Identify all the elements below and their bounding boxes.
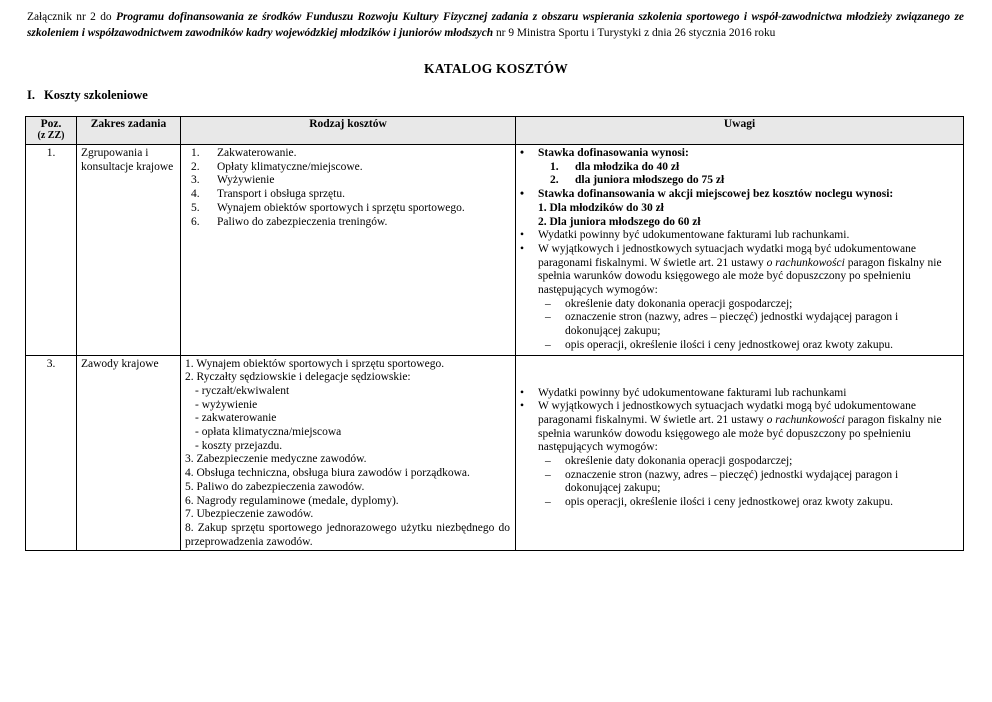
note-item <box>516 387 955 401</box>
attachment-note-suffix: nr 9 Ministra Sportu i Turystyki z dnia 26 stycznia 2016 roku <box>493 27 776 39</box>
bullet-marker: • <box>520 188 525 201</box>
note-text: Wydatki powinny być udokumentowane fakturami lub rachunkami <box>538 386 847 399</box>
cost-item: 8. Zakup sprzętu sportowego jednorazowego użytku niezbędnego do przeprowadzenia zawodów. <box>185 521 510 548</box>
note-text: opis operacji, określenie ilości i ceny jednostkowej oraz kwoty zakupu. <box>565 338 893 351</box>
section-title: Koszty szkoleniowe <box>44 88 148 102</box>
note-item <box>516 400 955 455</box>
note-item <box>516 229 955 243</box>
cell-rodzaj <box>181 145 516 356</box>
cell-zakres: Zawody krajowe <box>77 355 181 551</box>
section-heading <box>27 88 992 103</box>
cost-subitem: - wyżywienie <box>195 398 258 411</box>
note-text: dla juniora młodszego do 75 zł <box>575 174 725 187</box>
cost-item: 3. Zabezpieczenie medyczne zawodów. <box>185 453 367 466</box>
note-subitem-number: 2. <box>550 174 559 187</box>
cell-rodzaj <box>181 355 516 551</box>
cell-poz: 3. <box>26 355 77 551</box>
attachment-note-program-title: Programu dofinansowania ze środków Funduszu Rozwoju Kultury Fizycznej zadania z obszaru wspierania szkolenia sportowego i współ-zawodnictwa młodzieży związanego ze szkoleniem i współzawodnictwem zawodników kadry wojewódzkiej młodzików i juniorów młodszych <box>27 11 964 39</box>
cost-item: 7. Ubezpieczenie zawodów. <box>185 508 314 521</box>
note-text: Stawka dofinansowania w akcji miejscowej bez kosztów noclegu wynosi: <box>538 188 894 201</box>
note-text: oznaczenie stron (nazwy, adres – pieczęć) jednostki wydającej paragon i dokonującej zakupu; <box>565 311 899 338</box>
table-row-zawody <box>26 355 964 551</box>
cost-item: 5. Paliwo do zabezpieczenia zawodów. <box>185 480 365 493</box>
table-header-row <box>26 117 964 145</box>
cost-item-text: Wynajem obiektów sportowych i sprzętu sportowego. <box>217 201 465 214</box>
cell-zakres: Zgrupowania i konsultacje krajowe <box>77 145 181 356</box>
cost-item-number: 6. <box>191 215 200 228</box>
note-text: oznaczenie stron (nazwy, adres – pieczęć) jednostki wydającej paragon i dokonującej zakupu; <box>565 468 899 495</box>
note-text <box>538 400 942 453</box>
note-text-part: W wyjątkowych i jednostkowych sytuacjach wydatki mogą być udokumentowane paragonami fiskalnymi. W świetle art. 21 ustawy <box>538 242 916 269</box>
col-header-rodzaj: Rodzaj kosztów <box>181 117 516 145</box>
note-text-italic: o rachunkowości <box>766 413 845 426</box>
bullet-marker: • <box>520 229 525 242</box>
cost-item <box>181 174 512 188</box>
dash-marker: – <box>545 297 551 310</box>
note-item <box>516 188 955 202</box>
col-header-zakres: Zakres zadania <box>77 117 181 145</box>
bullet-marker: • <box>520 147 525 159</box>
cost-subitem: - zakwaterowanie <box>195 412 277 425</box>
cost-item-text: Opłaty klimatyczne/miejscowe. <box>217 160 363 173</box>
note-dash-item <box>516 298 955 312</box>
col-header-uwagi: Uwagi <box>516 117 964 145</box>
cost-item: 1. Wynajem obiektów sportowych i sprzętu sportowego. <box>185 357 445 370</box>
note-dash-item <box>516 339 955 353</box>
cost-item-number: 3. <box>191 174 200 187</box>
cost-item <box>181 202 512 216</box>
note-subitem: 1. Dla młodzików do 30 zł <box>538 201 664 214</box>
attachment-note <box>0 0 992 41</box>
note-text: Stawka dofinasowania wynosi: <box>538 147 689 159</box>
cost-subitem: - opłata klimatyczna/miejscowa <box>195 426 342 439</box>
note-dash-item <box>516 496 955 510</box>
cost-item: 2. Ryczałty sędziowskie i delegacje sędziowskie: <box>185 371 411 384</box>
col-header-poz-line1: Poz. <box>40 118 62 130</box>
bullet-marker: • <box>520 386 525 399</box>
cell-uwagi <box>516 145 964 356</box>
dash-marker: – <box>545 496 551 509</box>
dash-marker: – <box>545 338 551 351</box>
bullet-marker: • <box>520 400 525 413</box>
cost-item: 4. Obsługa techniczna, obsługa biura zawodów i porządkowa. <box>185 467 470 480</box>
cost-item-text: Wyżywienie <box>217 174 275 187</box>
note-text: określenie daty dokonania operacji gospodarczej; <box>565 297 793 310</box>
note-item <box>516 243 955 298</box>
table-row-grupowania <box>26 145 964 356</box>
col-header-poz-line2: (z ZZ) <box>37 130 65 142</box>
page-title: KATALOG KOSZTÓW <box>424 61 568 76</box>
section-number: I. <box>27 88 35 102</box>
cell-poz: 1. <box>26 145 77 356</box>
note-dash-item <box>516 455 955 469</box>
note-subitem: 2. Dla juniora młodszego do 60 zł <box>538 215 701 228</box>
note-text-italic: o rachunkowości <box>766 256 845 269</box>
dash-marker: – <box>545 311 551 324</box>
cost-item <box>181 147 512 161</box>
cost-subitem: - koszty przejazdu. <box>195 439 283 452</box>
note-text-part: paragon fiskalny nie spełnia warunków dowodu księgowego ale może być dopuszczony po spełnieniu następujących wymogów: <box>538 413 942 454</box>
cost-item: 6. Nagrody regulaminowe (medale, dyplomy). <box>185 494 399 507</box>
note-text: określenie daty dokonania operacji gospodarczej; <box>565 455 793 468</box>
cost-subitem: - ryczałt/ekwiwalent <box>195 384 290 397</box>
note-subitem-number: 1. <box>550 160 559 173</box>
note-subitem <box>516 174 955 188</box>
costs-table <box>25 116 964 551</box>
cost-item-number: 4. <box>191 188 200 201</box>
dash-marker: – <box>545 468 551 481</box>
note-text-part: paragon fiskalny nie spełnia warunków dowodu księgowego ale może być dopuszczony po spełnieniu następujących wymogów: <box>538 256 942 297</box>
cost-item <box>181 216 512 230</box>
note-item <box>516 147 955 161</box>
note-text <box>538 243 942 296</box>
cell-uwagi <box>516 355 964 551</box>
note-dash-item <box>516 311 955 338</box>
cost-item-number: 5. <box>191 201 200 214</box>
cost-item <box>181 161 512 175</box>
attachment-note-prefix: Załącznik nr 2 do <box>27 11 117 23</box>
cost-item <box>181 188 512 202</box>
note-text-part: W wyjątkowych i jednostkowych sytuacjach wydatki mogą być udokumentowane paragonami fiskalnymi. W świetle art. 21 ustawy <box>538 400 916 426</box>
cost-item-text: Transport i obsługa sprzętu. <box>217 188 345 201</box>
note-text: opis operacji, określenie ilości i ceny jednostkowej oraz kwoty zakupu. <box>565 496 893 509</box>
note-text: dla młodzika do 40 zł <box>575 160 680 173</box>
note-subitem <box>516 161 955 175</box>
bullet-marker: • <box>520 242 525 255</box>
note-text: Wydatki powinny być udokumentowane fakturami lub rachunkami. <box>538 229 850 242</box>
cost-item-number: 1. <box>191 147 200 159</box>
col-header-poz <box>26 117 77 145</box>
cost-item-text: Zakwaterowanie. <box>217 147 297 159</box>
cost-item-number: 2. <box>191 160 200 173</box>
cost-item-text: Paliwo do zabezpieczenia treningów. <box>217 215 388 228</box>
dash-marker: – <box>545 455 551 468</box>
note-dash-item <box>516 469 955 496</box>
